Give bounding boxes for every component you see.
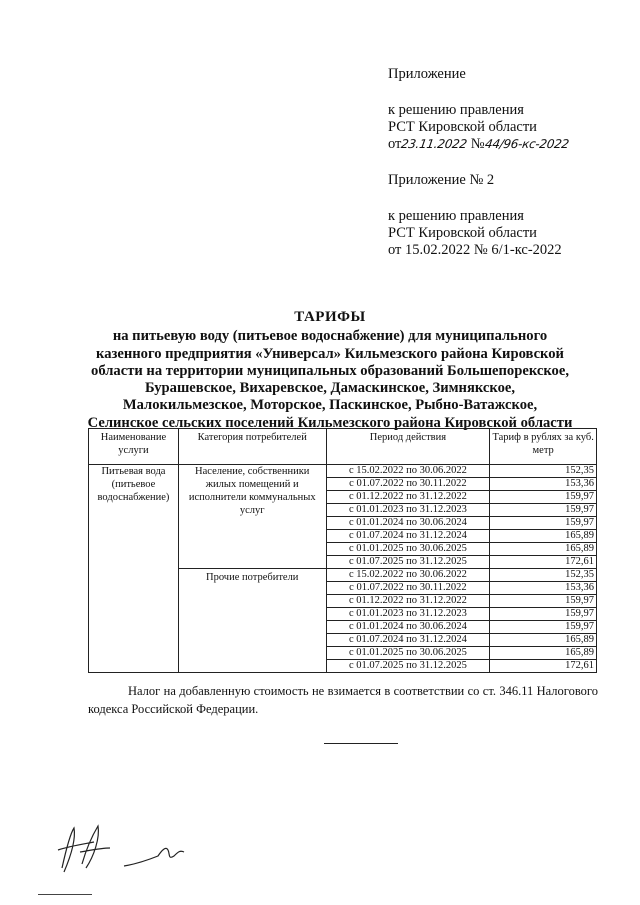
- tariff-cell: 159,97: [490, 595, 597, 608]
- period-cell: с 15.02.2022 по 30.06.2022: [326, 465, 490, 478]
- tariff-cell: 159,97: [490, 621, 597, 634]
- period-cell: с 01.01.2025 по 30.06.2025: [326, 647, 490, 660]
- category-cell: Прочие потребители: [178, 569, 326, 673]
- period-cell: с 01.07.2025 по 31.12.2025: [326, 660, 490, 673]
- header-tariff: Тариф в рублях за куб. метр: [490, 429, 597, 465]
- handwritten-date: 23.11.2022: [400, 137, 469, 151]
- tariff-table: [88, 428, 597, 673]
- appendix-line: к решению правления: [388, 102, 524, 118]
- period-cell: с 15.02.2022 по 30.06.2022: [326, 569, 490, 582]
- appendix-line: РСТ Кировской области: [388, 225, 537, 241]
- appendix-date-line: [388, 136, 568, 153]
- period-cell: с 01.07.2022 по 30.11.2022: [326, 478, 490, 491]
- period-cell: с 01.12.2022 по 31.12.2022: [326, 595, 490, 608]
- period-cell: с 01.01.2024 по 30.06.2024: [326, 517, 490, 530]
- tariff-cell: 172,61: [490, 556, 597, 569]
- tariff-cell: 165,89: [490, 647, 597, 660]
- tariff-cell: 153,36: [490, 582, 597, 595]
- tariff-cell: 159,97: [490, 517, 597, 530]
- title-line: Бурашевское, Вихаревское, Дамаскинское, Зимнякское,: [144, 380, 516, 397]
- tariff-cell: 165,89: [490, 530, 597, 543]
- title-line: области на территории муниципальных образований Большепорекское,: [91, 362, 569, 379]
- tariff-cell: 159,97: [490, 504, 597, 517]
- title-line: казенного предприятия «Универсал» Кильмезского района Кировской: [96, 345, 564, 362]
- appendix-block-1: [388, 66, 568, 153]
- footer-line: [38, 894, 92, 895]
- header-period: Период действия: [326, 429, 490, 465]
- tariff-cell: 159,97: [490, 608, 597, 621]
- appendix-line: от 15.02.2022 № 6/1-кс-2022: [388, 242, 562, 258]
- tariff-cell: 152,35: [490, 465, 597, 478]
- appendix-line: РСТ Кировской области: [388, 119, 537, 135]
- service-cell: Питьевая вода (питьевое водоснабжение): [89, 465, 179, 673]
- tariff-cell: 159,97: [490, 491, 597, 504]
- title-line: на питьевую воду (питьевое водоснабжение) для муниципального: [112, 328, 548, 345]
- period-cell: с 01.07.2024 по 31.12.2024: [326, 530, 490, 543]
- header-service: Наименование услуги: [89, 429, 179, 465]
- header-category: Категория потребителей: [178, 429, 326, 465]
- appendix-title: Приложение № 2: [388, 172, 495, 188]
- period-cell: с 01.07.2024 по 31.12.2024: [326, 634, 490, 647]
- table-header-row: [89, 429, 597, 465]
- number-label: №: [470, 136, 485, 152]
- appendix-block-2: [388, 172, 562, 259]
- period-cell: с 01.07.2022 по 30.11.2022: [326, 582, 490, 595]
- category-cell: Население, собственники жилых помещений и исполнители коммунальных услуг: [178, 465, 326, 569]
- period-cell: с 01.01.2024 по 30.06.2024: [326, 621, 490, 634]
- title-main: ТАРИФЫ: [294, 309, 366, 325]
- period-cell: с 01.01.2023 по 31.12.2023: [326, 608, 490, 621]
- tariff-cell: 165,89: [490, 543, 597, 556]
- period-cell: с 01.01.2025 по 30.06.2025: [326, 543, 490, 556]
- tariff-cell: 172,61: [490, 660, 597, 673]
- period-cell: с 01.12.2022 по 31.12.2022: [326, 491, 490, 504]
- vat-note: [88, 682, 598, 718]
- tariff-cell: 165,89: [490, 634, 597, 647]
- title-line: Малокильмезское, Моторское, Паскинское, Рыбно-Ватажское,: [122, 397, 538, 414]
- document-title: [60, 309, 600, 432]
- handwritten-number: 44/96-кс-2022: [483, 137, 570, 151]
- table-row: [89, 465, 597, 478]
- appendix-line: к решению правления: [388, 208, 524, 224]
- date-prefix: от: [388, 136, 402, 152]
- handwritten-signature: [40, 820, 200, 880]
- title-line: Селинское сельских поселений Кильмезского района Кировской области: [87, 414, 573, 431]
- period-cell: с 01.07.2025 по 31.12.2025: [326, 556, 490, 569]
- tariff-cell: 152,35: [490, 569, 597, 582]
- appendix-title: Приложение: [388, 66, 466, 82]
- tariff-cell: 153,36: [490, 478, 597, 491]
- separator-line: [324, 743, 398, 744]
- note-text: Налог на добавленную стоимость не взимается в соответствии со ст. 346.11 Налогового кодекса Российской Федерации.: [88, 684, 598, 716]
- period-cell: с 01.01.2023 по 31.12.2023: [326, 504, 490, 517]
